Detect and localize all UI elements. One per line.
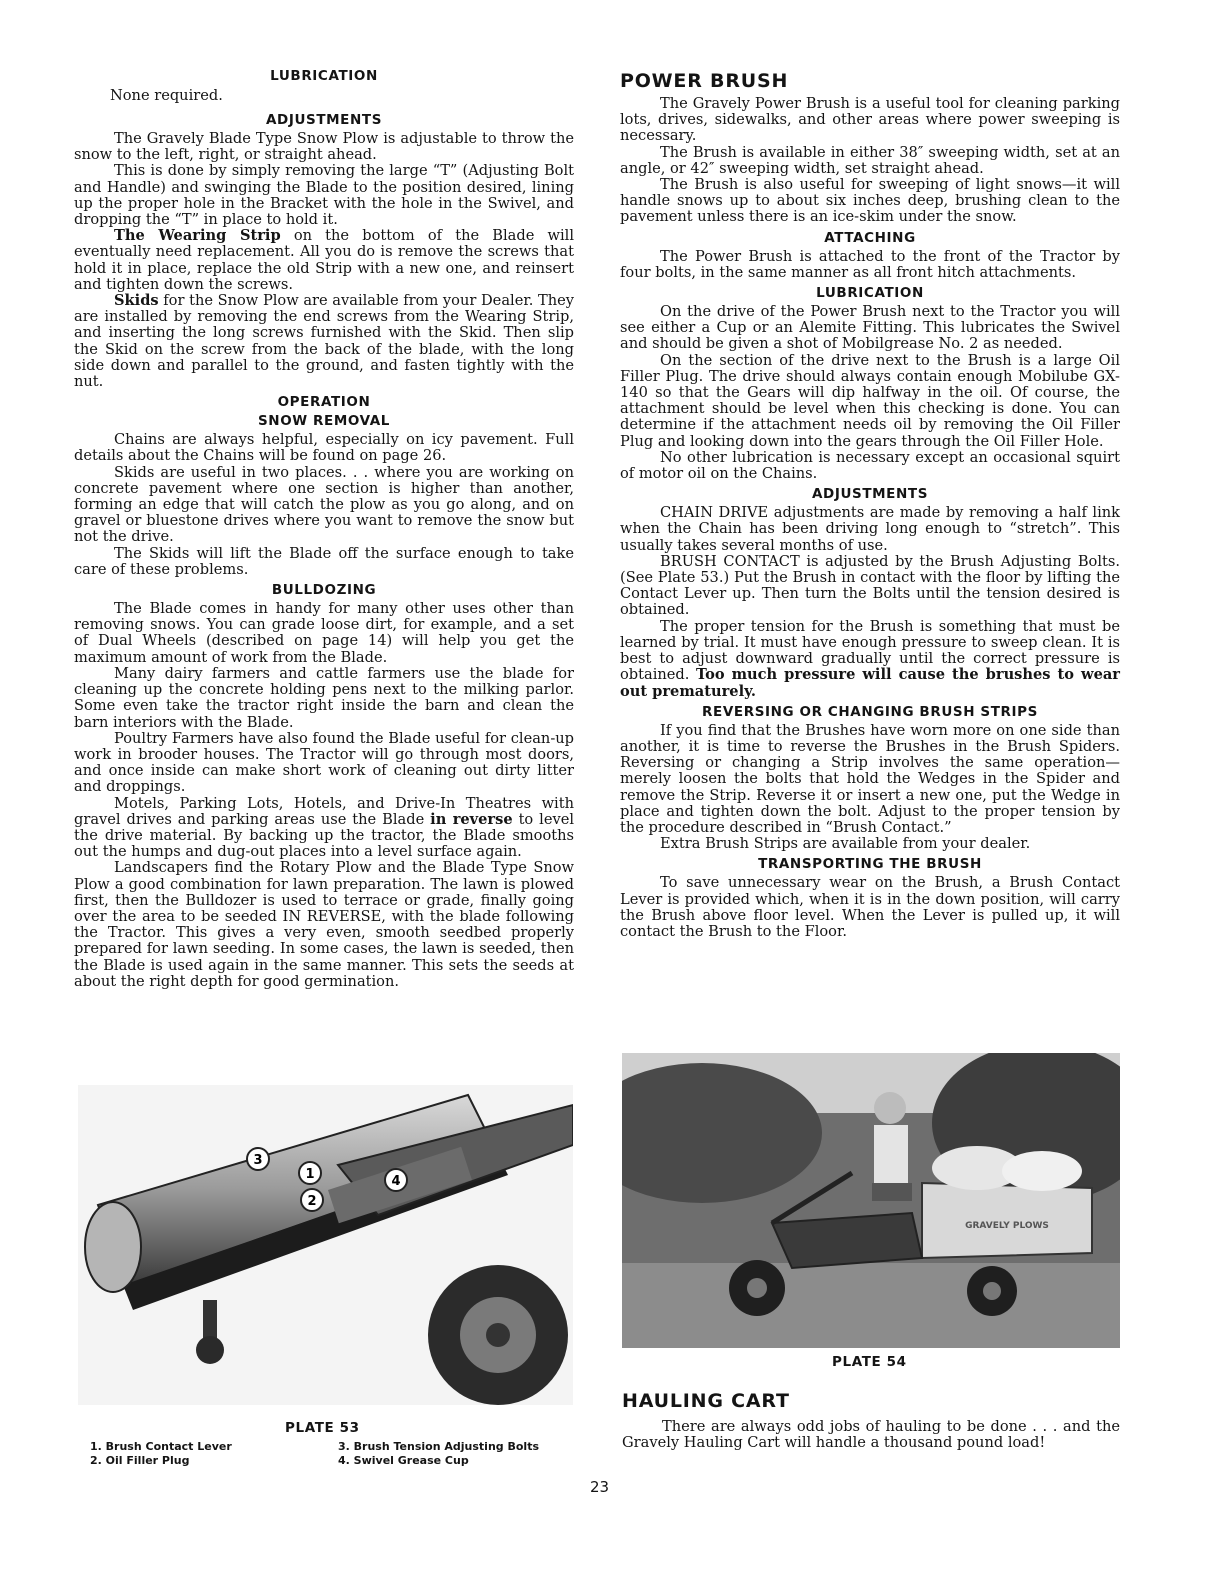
- callout-3: 3: [253, 1153, 263, 1168]
- text-run: for the Snow Plow are available from your Dealer. They are installed by removing the end screws from the Wearing Strip, and inserting the long screws furnished with the Skid. Then slip the Skid on the screw from the back of the blade, with the long side down and parallel to the ground, and fasten tightly with the nut.: [74, 292, 574, 391]
- attaching-heading: ATTACHING: [824, 229, 916, 246]
- snow-removal-heading: SNOW REMOVAL: [257, 413, 391, 430]
- paragraph: Chains are always helpful, especially on icy pavement. Full details about the Chains will be found on page 26.: [74, 431, 574, 465]
- paragraph: Skids are useful in two places. . . where you are working on concrete pavement where one section is higher than another, forming an edge that will catch the plow as you go along, and on gravel or bluestone drives where you want to remove the snow but not the drive.: [74, 463, 574, 546]
- paragraph: The Gravely Blade Type Snow Plow is adjustable to throw the snow to the left, right, or straight ahead.: [74, 130, 574, 164]
- paragraph: The Skids will lift the Blade off the surface enough to take care of these problems.: [74, 544, 574, 578]
- paragraph: Landscapers find the Rotary Plow and the Blade Type Snow Plow a good combination for lawn preparation. The lawn is plowed first, then the Bulldozer is used to terrace or grade, finally going over the area to be seeded IN REVERSE, with the blade following the Tractor. This gives a very even, smooth seedbed properly prepared for lawn seeding. In some cases, the lawn is seeded, then the Blade is used again in the same manner. This sets the seeds at about the right depth for good germination.: [74, 859, 574, 990]
- paragraph: No other lubrication is necessary except an occasional squirt of motor oil on the Chains.: [620, 448, 1120, 483]
- plate-54-label: PLATE 54: [832, 1354, 907, 1370]
- plate-53-label: PLATE 53: [285, 1420, 360, 1436]
- paragraph: On the section of the drive next to the Brush is a large Oil Filler Plug. The drive should always contain enough Mobilube GX-140 so that the Gears will dip halfway in the oil. Of course, the attachment should be level when this checking is done. You can determine if the attachment needs oil by removing the Oil Filler Plug and looking down into the gears through the Oil Filler Hole.: [620, 351, 1120, 450]
- bold-phrase: Skids: [114, 292, 159, 310]
- text-run: on the bottom of the Blade will eventually need replacement. All you do is remove the screws that hold it in place, replace the old Strip with a new one, and reinsert and tighten down the screws.: [74, 227, 574, 293]
- text-run: Motels, Parking Lots, Hotels, and Drive-In Theatres with gravel drives and parking areas use the Blade: [74, 794, 574, 828]
- legend-item: 3. Brush Tension Adjusting Bolts: [338, 1440, 539, 1453]
- page-number: 23: [590, 1478, 610, 1496]
- paragraph: [620, 619, 1120, 700]
- text-run: The proper tension for the Brush is something that must be learned by trial. It must have enough pressure to sweep clean. It is best to adjust downward gradually until the correct pressure is obtained.: [620, 617, 1120, 684]
- power-brush-title: POWER BRUSH: [620, 70, 789, 92]
- paragraph: The Power Brush is attached to the front of the Tractor by four bolts, in the same manner as all front hitch attachments.: [620, 247, 1120, 281]
- tractor-photo-svg: [622, 1053, 1120, 1348]
- paragraph: Many dairy farmers and cattle farmers use the blade for cleaning up the concrete holding pens next to the milking parlor. Some even take the tractor right inside the barn and clean the barn interiors with the Blade.: [74, 664, 574, 731]
- callout-4: 4: [391, 1174, 401, 1189]
- paragraph: CHAIN DRIVE adjustments are made by removing a half link when the Chain has been driving long enough to “stretch”. This usually takes several months of use.: [620, 504, 1120, 554]
- paragraph: The Gravely Power Brush is a useful tool for cleaning parking lots, drives, sidewalks, and other areas where power sweeping is necessary.: [620, 95, 1120, 145]
- legend-item: 1. Brush Contact Lever: [90, 1440, 232, 1453]
- callout-1: 1: [305, 1167, 315, 1182]
- right-column: [620, 64, 1120, 940]
- paragraph: The Brush is also useful for sweeping of light snows—it will handle snows up to about six inches deep, brushing clean to the pavement unless there is an ice-skim under the snow.: [620, 176, 1120, 226]
- paragraph: The Brush is available in either 38″ sweeping width, set at an angle, or 42″ sweeping width, set straight ahead.: [620, 143, 1120, 177]
- bold-phrase: Too much pressure will cause the brushes to wear out prematurely.: [620, 666, 1120, 700]
- reversing-heading: REVERSING OR CHANGING BRUSH STRIPS: [702, 703, 1038, 720]
- bulldozing-heading: BULLDOZING: [271, 582, 377, 599]
- plate-53-legend-left: [90, 1440, 232, 1468]
- left-lubrication-heading: LUBRICATION: [270, 68, 378, 84]
- transporting-heading: TRANSPORTING THE BRUSH: [758, 856, 982, 873]
- bold-phrase: in reverse: [430, 810, 513, 828]
- bold-phrase: The Wearing Strip: [114, 227, 281, 245]
- right-adjustments-heading: ADJUSTMENTS: [811, 486, 929, 503]
- paragraph: This is done by simply removing the large “T” (Adjusting Bolt and Handle) and swinging the Blade to the position desired, lining up the proper hole in the Bracket with the hole in the Swivel, and dropping the “T” in place to hold it.: [74, 162, 574, 229]
- text-run: to level the drive material. By backing up the tractor, the Blade smooths out the humps and dug-out places into a level surface again.: [74, 810, 575, 861]
- legend-item: 2. Oil Filler Plug: [90, 1454, 190, 1467]
- legend-item: 4. Swivel Grease Cup: [338, 1454, 469, 1467]
- paragraph: If you find that the Brushes have worn more on one side than another, it is time to reverse the Brushes in the Brush Spiders. Reversing or changing a Strip involves the same operation—merely loosen the bolts that hold the Wedges in the Spider and remove the Strip. Reverse it or insert a new one, put the Wedge in place and tighten down the bolt. Adjust to the proper tension by the procedure described in “Brush Contact.”: [620, 721, 1120, 836]
- paragraph: [74, 293, 574, 390]
- plate-54-tractor-photo: [622, 1053, 1120, 1348]
- paragraph: The Blade comes in handy for many other uses other than removing snows. You can grade loose dirt, for example, and a set of Dual Wheels (described on page 14) will help you get the maximum amount of work from the Blade.: [74, 600, 574, 666]
- cart-lettering: GRAVELY PLOWS: [965, 1221, 1049, 1231]
- paragraph: [74, 228, 574, 293]
- paragraph: BRUSH CONTACT is adjusted by the Brush Adjusting Bolts. (See Plate 53.) Put the Brush in contact with the floor by lifting the Contact Lever up. Then turn the Bolts until the tension desired is obtained.: [620, 552, 1120, 619]
- plate-53-brush-illustration: [78, 1085, 573, 1405]
- brush-illustration-svg: [78, 1085, 573, 1405]
- right-lubrication-heading: LUBRICATION: [816, 285, 924, 302]
- paragraph: [74, 796, 574, 861]
- operation-heading: OPERATION: [277, 394, 371, 411]
- paragraph: Extra Brush Strips are available from your dealer.: [660, 835, 1031, 853]
- hauling-cart-title: HAULING CART: [622, 1390, 790, 1412]
- left-adjustments-heading: ADJUSTMENTS: [265, 112, 383, 128]
- callout-2: 2: [307, 1194, 317, 1209]
- paragraph: To save unnecessary wear on the Brush, a Brush Contact Lever is provided which, when it is in the down position, will carry the Brush above floor level. When the Lever is pulled up, it will contact the Brush to the Floor.: [620, 874, 1120, 940]
- hauling-cart-paragraph: There are always odd jobs of hauling to be done . . . and the Gravely Hauling Cart will handle a thousand pound load!: [622, 1418, 1120, 1452]
- left-lubrication-text: None required.: [110, 87, 223, 104]
- left-lubrication-section: [74, 68, 574, 108]
- left-column: [74, 64, 574, 990]
- paragraph: Poultry Farmers have also found the Blade useful for clean-up work in brooder houses. The Tractor will go through most doors, and once inside can make short work of cleaning out dirty litter and droppings.: [74, 729, 574, 796]
- paragraph: On the drive of the Power Brush next to the Tractor you will see either a Cup or an Alemite Fitting. This lubricates the Swivel and should be given a shot of Mobilgrease No. 2 as needed.: [620, 303, 1120, 353]
- plate-53-legend-right: [338, 1440, 539, 1468]
